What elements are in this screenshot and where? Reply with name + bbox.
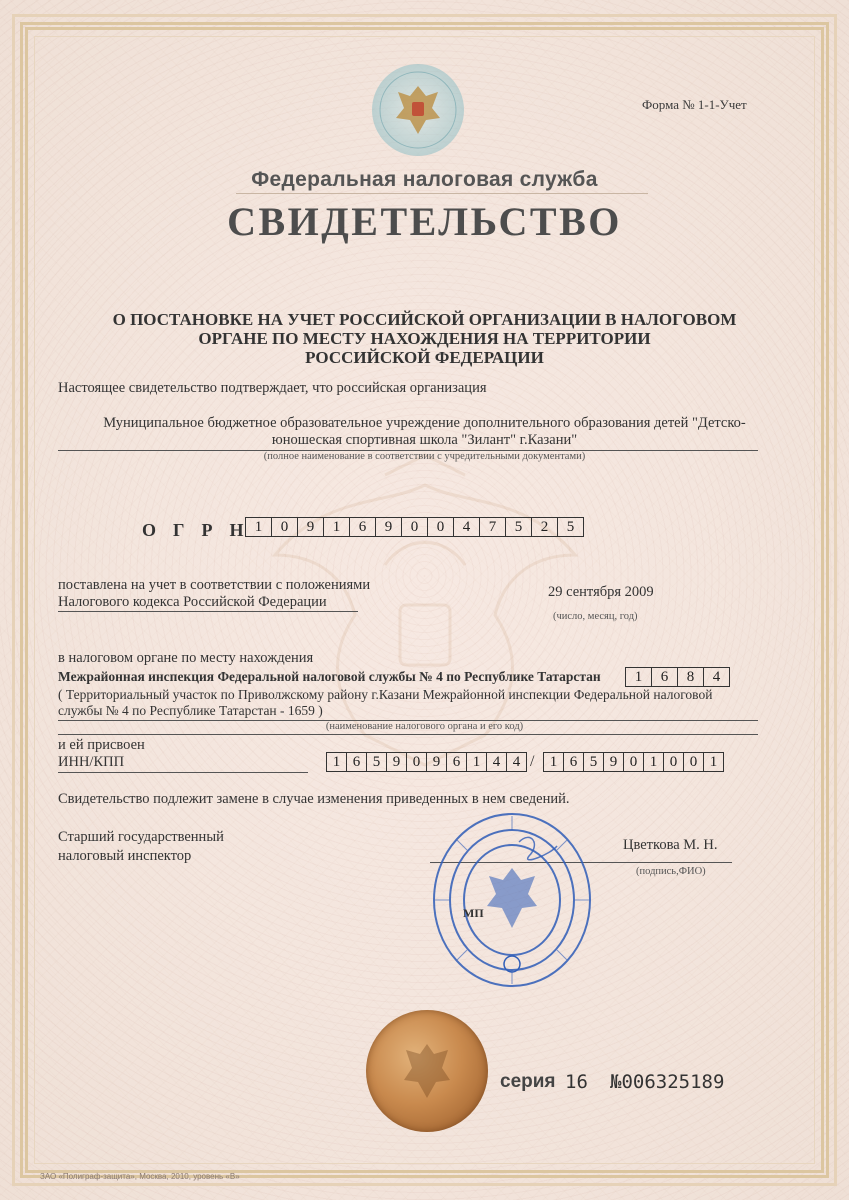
signatory-position-line-2: налоговый инспектор <box>58 848 192 864</box>
agency-name: Федеральная налоговая служба <box>251 168 598 191</box>
confirm-text: Настоящее свидетельство подтверждает, что российская организация <box>58 380 487 396</box>
mp-mark: МП <box>463 906 484 920</box>
ogrn-digit: 7 <box>479 517 506 537</box>
ogrn-letter: О <box>142 520 157 540</box>
tax-code-digit: 4 <box>703 667 730 687</box>
inn-digit: 6 <box>446 752 467 772</box>
form-number: Форма № 1-1-Учет <box>642 97 747 112</box>
tax-office-detail-1: ( Территориальный участок по Приволжскому району г.Казани Межрайонной инспекции Федеральной налоговой <box>58 687 713 702</box>
ogrn-digit: 1 <box>245 517 272 537</box>
inn-digit: 0 <box>406 752 427 772</box>
ogrn-letter: Р <box>201 520 213 540</box>
date-caption: (число, месяц, год) <box>553 611 638 622</box>
inn-kpp-label: ИНН/КПП <box>58 754 125 770</box>
printer-note: ЗАО «Полиграф-защита», Москва, 2010, уровень «В» <box>40 1172 240 1181</box>
ogrn-digit: 1 <box>323 517 350 537</box>
ogrn-digit: 9 <box>375 517 402 537</box>
ogrn-letter: Г <box>173 520 185 540</box>
inn-cells <box>327 752 527 772</box>
official-stamp-icon <box>431 810 593 990</box>
kpp-digit: 1 <box>703 752 724 772</box>
document-title: СВИДЕТЕЛЬСТВО <box>227 199 622 244</box>
underline <box>58 734 758 735</box>
subtitle-line-3: РОССИЙСКОЙ ФЕДЕРАЦИИ <box>305 348 544 367</box>
kpp-digit: 6 <box>563 752 584 772</box>
inn-digit: 6 <box>346 752 367 772</box>
ogrn-digit: 2 <box>531 517 558 537</box>
inn-digit: 1 <box>326 752 347 772</box>
ogrn-digit: 6 <box>349 517 376 537</box>
ogrn-digit: 5 <box>505 517 532 537</box>
certificate-number: №006325189 <box>610 1071 725 1093</box>
kpp-digit: 0 <box>623 752 644 772</box>
kpp-cells <box>544 752 724 772</box>
tax-office-name: Межрайонная инспекция Федеральной налоговой службы № 4 по Республике Татарстан <box>58 669 601 684</box>
ogrn-label <box>142 520 243 541</box>
inn-kpp-separator: / <box>530 753 535 770</box>
kpp-digit: 1 <box>543 752 564 772</box>
ogrn-cells <box>246 517 584 537</box>
inn-digit: 4 <box>486 752 507 772</box>
inn-digit: 4 <box>506 752 527 772</box>
tax-office-caption: (наименование налогового органа и его код) <box>325 721 524 732</box>
tax-office-code-cells <box>626 667 730 687</box>
subtitle-line-1: О ПОСТАНОВКЕ НА УЧЕТ РОССИЙСКОЙ ОРГАНИЗАЦИИ В НАЛОГОВОМ <box>112 310 737 329</box>
tax-office-intro: в налоговом органе по месту нахождения <box>58 650 314 666</box>
registration-date: 29 сентября 2009 <box>548 584 654 600</box>
signatory-name: Цветкова М. Н. <box>623 837 718 853</box>
divider <box>236 193 648 194</box>
registration-line-1: поставлена на учет в соответствии с положениями <box>58 577 371 593</box>
inn-digit: 9 <box>386 752 407 772</box>
replacement-note: Свидетельство подлежит замене в случае изменения приведенных в нем сведений. <box>58 791 570 807</box>
tax-office-detail-2: службы № 4 по Республике Татарстан - 1659 ) <box>58 703 323 718</box>
tax-code-digit: 6 <box>651 667 678 687</box>
registration-line-2: Налогового кодекса Российской Федерации <box>58 594 327 610</box>
kpp-digit: 1 <box>643 752 664 772</box>
inn-digit: 1 <box>466 752 487 772</box>
signatory-position-line-1: Старший государственный <box>58 829 224 845</box>
inn-assigned-text: и ей присвоен <box>58 737 145 753</box>
org-name-line-2: юношеская спортивная школа "Зилант" г.Казани" <box>271 432 578 448</box>
kpp-digit: 5 <box>583 752 604 772</box>
series-value: 16 <box>565 1071 588 1093</box>
underline <box>58 772 308 773</box>
ogrn-letter: Н <box>229 520 244 540</box>
ogrn-digit: 5 <box>557 517 584 537</box>
tax-code-digit: 1 <box>625 667 652 687</box>
series-label: серия <box>500 1071 556 1092</box>
underline <box>58 611 358 612</box>
org-name-line-1: Муниципальное бюджетное образовательное учреждение дополнительного образования детей "Детско- <box>103 415 746 431</box>
ogrn-digit: 4 <box>453 517 480 537</box>
ogrn-digit: 0 <box>271 517 298 537</box>
coat-of-arms-emblem-icon <box>370 62 466 158</box>
tax-code-digit: 8 <box>677 667 704 687</box>
subtitle-line-2: ОРГАНЕ ПО МЕСТУ НАХОЖДЕНИЯ НА ТЕРРИТОРИИ <box>198 329 651 348</box>
inn-digit: 9 <box>426 752 447 772</box>
org-name-caption: (полное наименование в соответствии с учредительными документами) <box>263 451 586 462</box>
ogrn-digit: 9 <box>297 517 324 537</box>
inn-digit: 5 <box>366 752 387 772</box>
ogrn-digit: 0 <box>427 517 454 537</box>
kpp-digit: 0 <box>683 752 704 772</box>
kpp-digit: 9 <box>603 752 624 772</box>
kpp-digit: 0 <box>663 752 684 772</box>
ogrn-digit: 0 <box>401 517 428 537</box>
signature-caption: (подпись,ФИО) <box>636 866 706 877</box>
seal-eagle-icon <box>392 1036 462 1106</box>
